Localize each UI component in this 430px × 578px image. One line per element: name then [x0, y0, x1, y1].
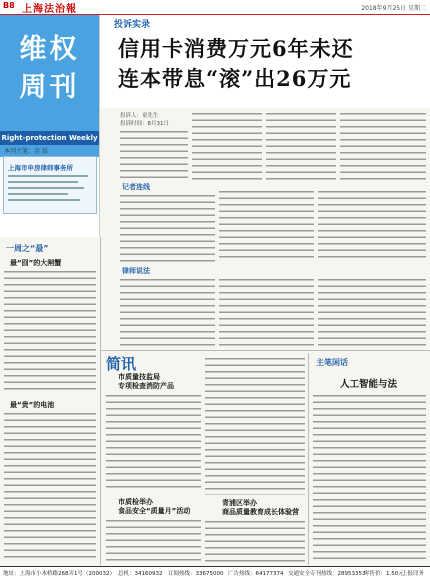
- footer-price: 零售价：1.50元: [364, 571, 404, 577]
- article-text: [192, 110, 262, 180]
- article-text: [340, 110, 426, 180]
- article-text: [106, 392, 201, 492]
- page-header: [0, 0, 430, 15]
- brief-heading: 食品安全“质量月”活动: [118, 507, 191, 515]
- article-text: [313, 392, 426, 562]
- column-label: 主笔闲话: [316, 358, 348, 367]
- brief-heading: 青浦区举办: [222, 499, 257, 507]
- brief-heading: 商品质量教育成长体验营: [222, 508, 299, 516]
- article-text: [205, 518, 305, 563]
- article-text: [120, 276, 215, 346]
- weekly-item-heading: 最“囧”的大闸蟹: [10, 259, 62, 267]
- complaint-date: 投诉时间：8月31日: [120, 121, 169, 127]
- banner-title-line1: 维权: [19, 34, 80, 65]
- page-footer: [0, 566, 430, 578]
- issue-date: 2018年9月25日 星期二: [361, 5, 426, 12]
- weekly-top-heading: 一周之“最”: [6, 244, 49, 253]
- ad-text-line: [8, 199, 80, 201]
- footer-traffic: 交通安全专刊热线：28953353: [288, 571, 366, 577]
- banner-title-line2: 周刊: [19, 72, 80, 103]
- banner-english: Right-protection Weekly: [0, 131, 99, 145]
- headline-line1: 信用卡消费万元6年未还: [118, 36, 354, 61]
- ad-text-line: [8, 187, 84, 189]
- brief-heading: 专项检查消防产品: [118, 382, 174, 390]
- briefs-label: 简讯: [106, 355, 137, 373]
- headline-line2: 连本带息“滚”出26万元: [118, 66, 352, 91]
- article-text: [318, 276, 426, 346]
- brief-heading: 市质检举办: [118, 498, 153, 506]
- law-firm-ad: [3, 156, 97, 214]
- editor-credit: 本刊主笔：金 辰: [4, 148, 48, 155]
- sidebar: [0, 15, 100, 237]
- footer-subscription: 订阅热线：33675000: [168, 571, 224, 577]
- footer-address: 地址：上海市小木桥路268弄1号（200032）: [3, 571, 115, 577]
- headline-area: [100, 15, 430, 108]
- article-text: [4, 268, 96, 393]
- weekly-item-heading: 最“贵”的电池: [10, 401, 55, 409]
- page-number: B8: [3, 1, 15, 10]
- footer-ads: 广告热线：64177374: [228, 571, 284, 577]
- ad-text-line: [8, 175, 88, 177]
- section-divider: [100, 350, 430, 351]
- footer-printer: 上报印务: [402, 571, 425, 577]
- article-text: [205, 355, 305, 495]
- ad-firm-name: 上海市申房律师事务所: [8, 164, 73, 172]
- lawyer-comment-heading: 律师说法: [122, 267, 150, 275]
- brief-heading: 市质量技监局: [118, 373, 160, 381]
- masthead: 上海法治報: [22, 4, 77, 15]
- article-text: [266, 110, 336, 180]
- section-banner: [0, 15, 99, 157]
- article-text: [106, 517, 201, 563]
- ad-text-line: [8, 193, 68, 195]
- footer-phone: 总机：34160932: [118, 571, 163, 577]
- column-title: 人工智能与法: [340, 379, 398, 390]
- article-text: [219, 188, 314, 262]
- complainant: 投诉人：童先生: [120, 113, 159, 119]
- ad-text-line: [8, 181, 78, 183]
- reporter-note-heading: 记者连线: [122, 183, 150, 191]
- column-divider: [308, 353, 309, 565]
- article-text: [219, 276, 314, 346]
- article-text: [120, 128, 188, 178]
- article-kicker: 投诉实录: [114, 20, 151, 30]
- article-text: [318, 188, 426, 262]
- column-divider: [100, 237, 101, 565]
- article-text: [120, 192, 215, 262]
- article-text: [4, 410, 96, 560]
